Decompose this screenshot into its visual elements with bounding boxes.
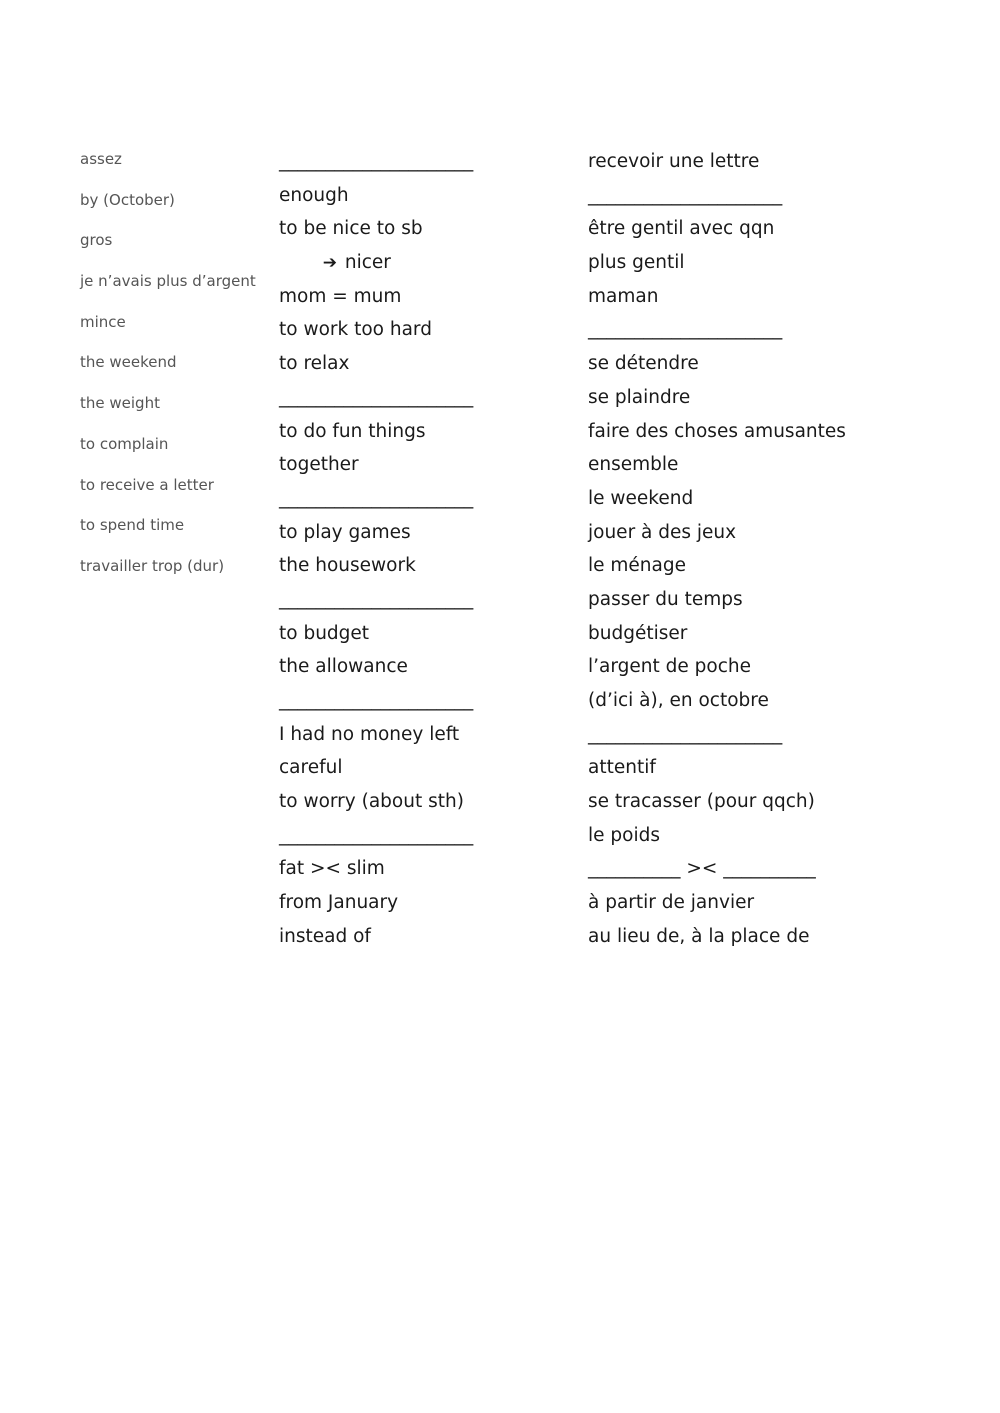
word-bank-item[interactable]: mince (80, 312, 126, 331)
answer-blank[interactable]: _____________________ (588, 723, 783, 745)
arrow-right-icon: ➔ (322, 253, 337, 274)
english-term: fat >< slim (279, 858, 385, 880)
english-term: from January (279, 892, 399, 914)
english-term: to be nice to sb (279, 218, 423, 240)
answer-blank[interactable]: _____________________ (588, 184, 783, 206)
answer-blank[interactable]: _____________________ (279, 487, 474, 509)
french-term: à partir de janvier (588, 892, 755, 914)
answer-blank[interactable]: _____________________ (279, 588, 474, 610)
english-column (279, 150, 559, 959)
english-term: mom = mum (279, 285, 402, 307)
french-term: le ménage (588, 555, 686, 577)
english-term: I had no money left (279, 723, 460, 745)
answer-blank[interactable]: _____________________ (588, 319, 783, 341)
english-term: to work too hard (279, 319, 432, 341)
french-term: attentif (588, 757, 656, 779)
french-term: se tracasser (pour qqch) (588, 791, 815, 813)
french-column (588, 150, 888, 959)
word-bank-item[interactable]: the weekend (80, 353, 177, 372)
word-bank-item[interactable]: to spend time (80, 516, 185, 535)
word-bank-item[interactable]: by (October) (80, 190, 175, 209)
english-term: the housework (279, 555, 416, 577)
english-term: to play games (279, 521, 411, 543)
french-term: être gentil avec qqn (588, 218, 775, 240)
word-bank (80, 148, 265, 596)
french-term: le poids (588, 824, 660, 846)
english-term: to do fun things (279, 420, 426, 442)
english-term: the allowance (279, 656, 408, 678)
word-bank-item[interactable]: to receive a letter (80, 475, 214, 494)
word-bank-item[interactable]: assez (80, 150, 122, 168)
french-term: au lieu de, à la place de (588, 925, 810, 947)
french-term: plus gentil (588, 252, 685, 274)
english-term: to relax (279, 353, 350, 375)
english-term: enough (279, 184, 349, 206)
french-term: ensemble (588, 454, 679, 476)
french-term: se détendre (588, 353, 699, 375)
english-term: together (279, 454, 359, 476)
french-term: maman (588, 285, 659, 307)
french-term: recevoir une lettre (588, 151, 760, 172)
french-term: l’argent de poche (588, 656, 751, 678)
french-term: se plaindre (588, 386, 691, 408)
french-term: jouer à des jeux (588, 521, 737, 543)
french-term: le weekend (588, 487, 694, 509)
answer-blank[interactable]: _____________________ (279, 690, 474, 711)
word-bank-item[interactable]: travailler trop (dur) (80, 556, 225, 575)
answer-blank[interactable]: _____________________ (279, 824, 474, 846)
english-term-derived (279, 251, 559, 285)
french-term: passer du temps (588, 588, 743, 610)
word-bank-item[interactable]: gros (80, 231, 113, 250)
english-term: to worry (about sth) (279, 791, 464, 813)
english-term: careful (279, 757, 343, 779)
english-term: to budget (279, 622, 370, 644)
answer-blank[interactable]: _____________________ (279, 151, 474, 172)
word-bank-item[interactable]: the weight (80, 394, 160, 413)
english-term: instead of (279, 925, 371, 947)
french-term: (d’ici à), en octobre (588, 690, 769, 711)
answer-blank-pair[interactable]: __________ >< __________ (588, 858, 816, 880)
word-bank-item[interactable]: je n’avais plus d’argent (80, 272, 256, 291)
word-bank-item[interactable]: to complain (80, 434, 169, 453)
french-term: faire des choses amusantes (588, 420, 846, 442)
french-term: budgétiser (588, 622, 688, 644)
answer-blank[interactable]: _____________________ (279, 386, 474, 408)
english-term: nicer (344, 252, 391, 274)
